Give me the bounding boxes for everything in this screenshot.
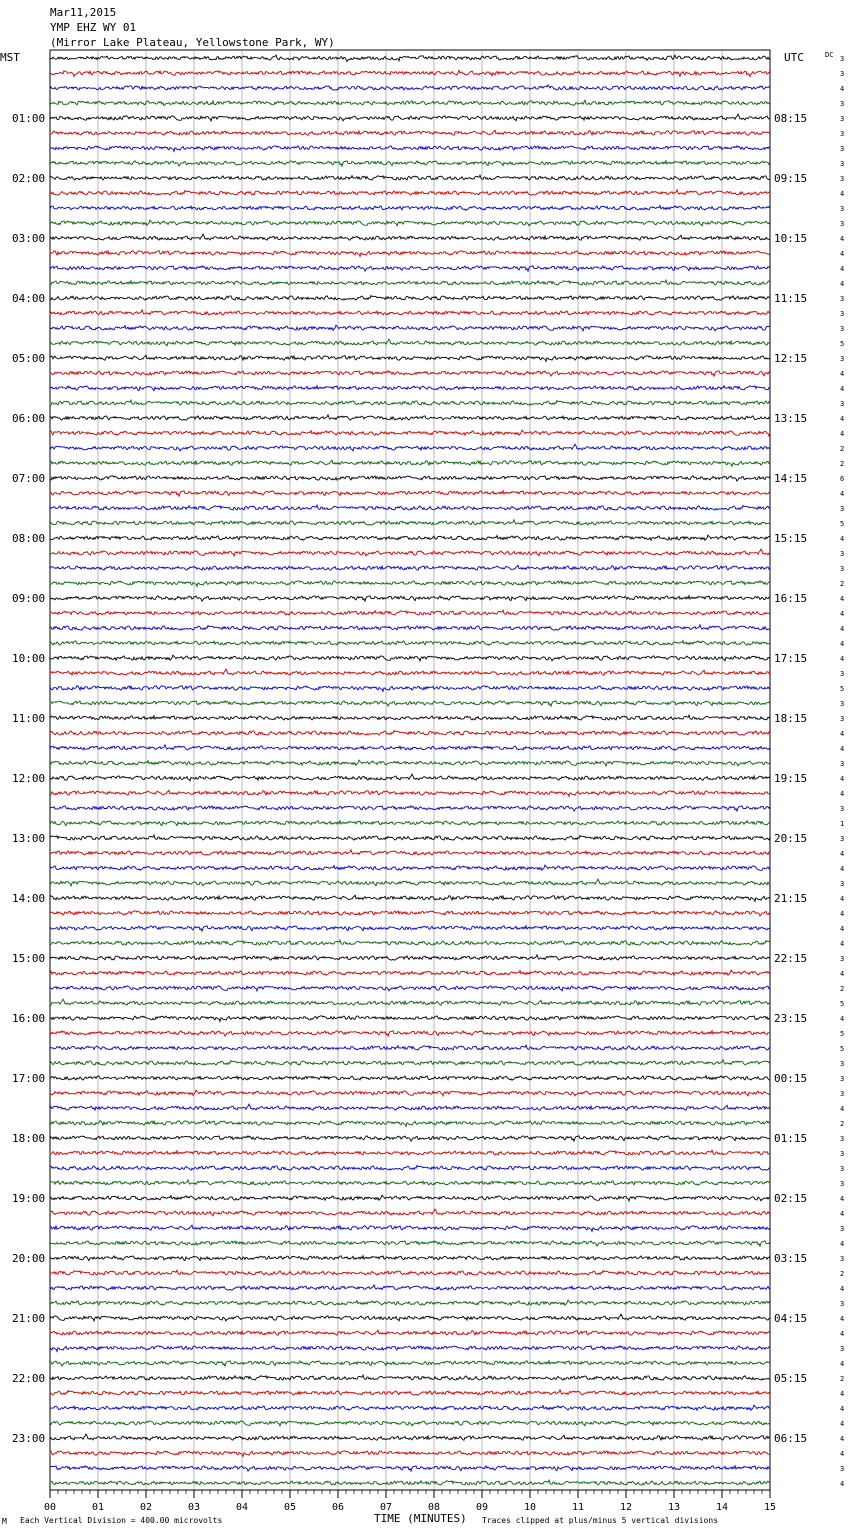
trace-row-4 — [50, 100, 770, 106]
trace-row-47 — [50, 745, 770, 751]
dc-offset-value: 4 — [840, 190, 845, 198]
clip-note: Traces clipped at plus/minus 5 vertical divisions — [482, 1516, 719, 1525]
trace-row-21 — [50, 355, 770, 361]
dc-offset-value: 3 — [840, 145, 845, 153]
x-tick-label: 10 — [523, 1502, 537, 1513]
trace-row-53 — [50, 835, 770, 840]
trace-row-22 — [50, 371, 770, 376]
trace-row-67 — [50, 1045, 770, 1050]
dc-offset-value: 3 — [840, 805, 845, 813]
trace-row-60 — [50, 940, 770, 945]
dc-offset-value: 3 — [840, 295, 845, 303]
dc-offset-value: 4 — [840, 895, 845, 903]
right-hour-label: 05:15 — [774, 1372, 808, 1385]
trace-row-66 — [50, 1031, 770, 1037]
right-hour-label: 14:15 — [774, 472, 808, 485]
right-hour-label: 16:15 — [774, 592, 808, 605]
dc-offset-value: 4 — [840, 730, 845, 738]
trace-row-37 — [50, 596, 770, 602]
dc-offset-value: 3 — [840, 1150, 845, 1158]
dc-offset-value: 3 — [840, 1255, 845, 1263]
dc-offset-value: 2 — [840, 1270, 845, 1278]
dc-offset-value: 4 — [840, 1420, 845, 1428]
dc-offset-value: 3 — [840, 205, 845, 213]
x-tick-label: 05 — [283, 1502, 297, 1513]
dc-offset-value: 3 — [840, 670, 845, 678]
dc-offset-value: 3 — [840, 1465, 845, 1473]
dc-offset-value: 3 — [840, 1090, 845, 1098]
left-timezone-label: MST — [0, 51, 20, 64]
dc-offset-value: 3 — [840, 1135, 845, 1143]
trace-row-38 — [50, 610, 770, 615]
trace-row-32 — [50, 520, 770, 525]
trace-row-93 — [50, 1434, 770, 1440]
dc-offset-value: 2 — [840, 1375, 845, 1383]
dc-offset-value: 4 — [840, 430, 845, 438]
right-hour-label: 02:15 — [774, 1192, 808, 1205]
dc-offset-value: 4 — [840, 790, 845, 798]
right-hour-label: 04:15 — [774, 1312, 808, 1325]
dc-offset-value: 3 — [840, 1180, 845, 1188]
trace-row-58 — [50, 911, 770, 916]
trace-row-56 — [50, 879, 770, 886]
dc-offset-value: 6 — [840, 475, 845, 483]
left-hour-label: 15:00 — [12, 952, 46, 965]
trace-row-48 — [50, 760, 770, 766]
left-hour-label: 04:00 — [12, 292, 46, 305]
dc-offset-value: 4 — [840, 910, 845, 918]
trace-row-61 — [50, 955, 770, 960]
trace-row-95 — [50, 1466, 770, 1472]
trace-row-74 — [50, 1150, 770, 1155]
trace-row-69 — [50, 1076, 770, 1081]
dc-offset-value: 1 — [840, 820, 845, 828]
dc-offset-value: 3 — [840, 1225, 845, 1233]
dc-offset-value: 3 — [840, 400, 845, 408]
trace-row-45 — [50, 715, 770, 720]
trace-row-87 — [50, 1346, 770, 1352]
trace-row-24 — [50, 400, 770, 405]
x-axis — [44, 1490, 776, 1513]
trace-row-79 — [50, 1225, 770, 1231]
dc-offset-value: 3 — [840, 160, 845, 168]
left-hour-label: 23:00 — [12, 1432, 46, 1445]
dc-offset-value: 4 — [840, 970, 845, 978]
x-tick-label: 03 — [187, 1502, 201, 1513]
dc-offset-value: 4 — [840, 775, 845, 783]
x-tick-label: 01 — [91, 1502, 105, 1513]
dc-offset-value: 4 — [840, 1360, 845, 1368]
trace-row-42 — [50, 669, 770, 675]
trace-row-40 — [50, 641, 770, 646]
trace-row-26 — [50, 430, 770, 436]
dc-offset-value: 2 — [840, 580, 845, 588]
corner-mark: M — [2, 1517, 7, 1526]
x-tick-label: 11 — [571, 1502, 585, 1513]
trace-row-49 — [50, 774, 770, 781]
left-hour-labels — [12, 112, 45, 1445]
trace-row-9 — [50, 175, 770, 180]
trace-row-94 — [50, 1451, 770, 1457]
dc-offset-value: 4 — [840, 1390, 845, 1398]
left-hour-label: 06:00 — [12, 412, 46, 425]
left-hour-label: 03:00 — [12, 232, 46, 245]
trace-row-13 — [50, 234, 770, 240]
dc-offset-value: 3 — [840, 715, 845, 723]
header-location: (Mirror Lake Plateau, Yellowstone Park, WY) — [50, 36, 335, 49]
trace-row-31 — [50, 505, 770, 510]
left-hour-label: 07:00 — [12, 472, 46, 485]
dc-offset-value: 4 — [840, 85, 845, 93]
dc-offset-value: 4 — [840, 535, 845, 543]
dc-offset-value: 5 — [840, 1000, 845, 1008]
trace-row-30 — [50, 491, 770, 497]
trace-row-11 — [50, 206, 770, 211]
trace-row-46 — [50, 731, 770, 736]
dc-offset-value: 4 — [840, 265, 845, 273]
trace-row-36 — [50, 581, 770, 587]
trace-row-51 — [50, 806, 770, 811]
dc-offset-value: 5 — [840, 1045, 845, 1053]
trace-row-43 — [50, 686, 770, 692]
dc-offset-value: 4 — [840, 1210, 845, 1218]
left-hour-label: 11:00 — [12, 712, 46, 725]
trace-row-41 — [50, 655, 770, 661]
trace-row-14 — [50, 251, 770, 257]
left-hour-label: 22:00 — [12, 1372, 46, 1385]
dc-offset-value: 3 — [840, 175, 845, 183]
left-hour-label: 01:00 — [12, 112, 46, 125]
trace-row-90 — [50, 1390, 770, 1395]
dc-offset-column — [840, 55, 844, 1488]
trace-row-44 — [50, 701, 770, 706]
dc-offset-value: 4 — [840, 595, 845, 603]
dc-offset-value: 4 — [840, 1480, 845, 1488]
dc-offset-value: 3 — [840, 760, 845, 768]
trace-row-62 — [50, 970, 770, 975]
trace-row-52 — [50, 821, 770, 826]
x-tick-label: 13 — [667, 1502, 681, 1513]
trace-row-72 — [50, 1121, 770, 1127]
trace-row-76 — [50, 1180, 770, 1186]
trace-row-57 — [50, 895, 770, 901]
trace-row-33 — [50, 535, 770, 540]
trace-row-27 — [50, 444, 770, 451]
trace-row-39 — [50, 625, 770, 630]
trace-row-89 — [50, 1375, 770, 1380]
trace-row-50 — [50, 790, 770, 796]
dc-offset-value: 3 — [840, 130, 845, 138]
left-hour-label: 05:00 — [12, 352, 46, 365]
dc-offset-value: 3 — [840, 115, 845, 123]
x-tick-label: 12 — [619, 1502, 633, 1513]
x-tick-label: 07 — [379, 1502, 393, 1513]
x-tick-label: 06 — [331, 1502, 345, 1513]
right-hour-label: 12:15 — [774, 352, 808, 365]
right-timezone-label: UTC — [784, 51, 804, 64]
dc-offset-value: 4 — [840, 1435, 845, 1443]
dc-offset-value: 4 — [840, 1330, 845, 1338]
dc-offset-value: 4 — [840, 1285, 845, 1293]
trace-row-17 — [50, 296, 770, 301]
left-hour-label: 10:00 — [12, 652, 46, 665]
dc-offset-value: 2 — [840, 445, 845, 453]
trace-row-81 — [50, 1256, 770, 1261]
trace-row-73 — [50, 1136, 770, 1141]
trace-row-28 — [50, 460, 770, 466]
left-hour-label: 09:00 — [12, 592, 46, 605]
right-hour-label: 09:15 — [774, 172, 808, 185]
dc-offset-value: 3 — [840, 565, 845, 573]
dc-offset-value: 4 — [840, 415, 845, 423]
trace-row-65 — [50, 1016, 770, 1022]
left-hour-label: 14:00 — [12, 892, 46, 905]
dc-offset-value: 2 — [840, 1120, 845, 1128]
trace-row-35 — [50, 565, 770, 570]
dc-offset-value: 4 — [840, 280, 845, 288]
x-tick-label: 08 — [427, 1502, 441, 1513]
dc-offset-value: 3 — [840, 355, 845, 363]
dc-offset-value: 4 — [840, 745, 845, 753]
right-hour-label: 08:15 — [774, 112, 808, 125]
dc-offset-value: 4 — [840, 1195, 845, 1203]
trace-row-88 — [50, 1361, 770, 1367]
left-hour-label: 12:00 — [12, 772, 46, 785]
trace-row-5 — [50, 114, 770, 121]
dc-offset-value: 3 — [840, 880, 845, 888]
dc-offset-value: 3 — [840, 550, 845, 558]
left-hour-label: 17:00 — [12, 1072, 46, 1085]
right-hour-labels — [774, 112, 807, 1445]
right-hour-label: 21:15 — [774, 892, 808, 905]
dc-offset-value: 3 — [840, 325, 845, 333]
header-date: Mar11,2015 — [50, 6, 117, 19]
dc-offset-value: 5 — [840, 340, 845, 348]
dc-offset-value: 4 — [840, 235, 845, 243]
left-hour-label: 16:00 — [12, 1012, 46, 1025]
trace-row-78 — [50, 1209, 770, 1216]
trace-row-34 — [50, 549, 770, 556]
trace-row-96 — [50, 1480, 770, 1485]
trace-row-18 — [50, 310, 770, 316]
x-tick-label: 14 — [715, 1502, 729, 1513]
right-hour-label: 13:15 — [774, 412, 808, 425]
seismic-traces — [50, 55, 770, 1485]
dc-offset-value: 4 — [840, 865, 845, 873]
trace-row-59 — [50, 926, 770, 932]
right-hour-label: 15:15 — [774, 532, 808, 545]
left-hour-label: 13:00 — [12, 832, 46, 845]
trace-row-10 — [50, 190, 770, 195]
left-hour-label: 18:00 — [12, 1132, 46, 1145]
right-hour-label: 23:15 — [774, 1012, 808, 1025]
trace-row-91 — [50, 1405, 770, 1410]
dc-offset-value: 4 — [840, 250, 845, 258]
dc-offset-value: 3 — [840, 70, 845, 78]
right-hour-label: 06:15 — [774, 1432, 808, 1445]
trace-row-7 — [50, 146, 770, 152]
dc-offset-value: 2 — [840, 985, 845, 993]
scale-note: Each Vertical Division = 400.00 microvolts — [20, 1516, 223, 1525]
dc-offset-value: 5 — [840, 520, 845, 528]
dc-offset-value: 5 — [840, 1030, 845, 1038]
trace-row-75 — [50, 1166, 770, 1171]
dc-offset-value: 3 — [840, 310, 845, 318]
left-hour-label: 02:00 — [12, 172, 46, 185]
left-hour-label: 20:00 — [12, 1252, 46, 1265]
trace-row-15 — [50, 266, 770, 271]
x-axis-title: TIME (MINUTES) — [374, 1512, 467, 1525]
right-hour-label: 22:15 — [774, 952, 808, 965]
right-hour-label: 00:15 — [774, 1072, 808, 1085]
left-hour-label: 21:00 — [12, 1312, 46, 1325]
trace-row-25 — [50, 415, 770, 420]
dc-offset-value: 4 — [840, 640, 845, 648]
dc-offset-value: 4 — [840, 1405, 845, 1413]
trace-row-29 — [50, 476, 770, 481]
trace-row-86 — [50, 1330, 770, 1335]
dc-column-label: DC — [825, 51, 834, 59]
dc-offset-value: 3 — [840, 835, 845, 843]
trace-row-3 — [50, 85, 770, 90]
dc-offset-value: 3 — [840, 700, 845, 708]
trace-row-20 — [50, 339, 770, 346]
dc-offset-value: 3 — [840, 1060, 845, 1068]
dc-offset-value: 4 — [840, 1240, 845, 1248]
dc-offset-value: 4 — [840, 1105, 845, 1113]
trace-row-19 — [50, 325, 770, 331]
right-hour-label: 10:15 — [774, 232, 808, 245]
dc-offset-value: 4 — [840, 655, 845, 663]
trace-row-6 — [50, 130, 770, 135]
dc-offset-value: 4 — [840, 1015, 845, 1023]
trace-row-55 — [50, 865, 770, 870]
dc-offset-value: 3 — [840, 1165, 845, 1173]
trace-row-12 — [50, 220, 770, 226]
dc-offset-value: 3 — [840, 100, 845, 108]
dc-offset-value: 3 — [840, 220, 845, 228]
right-hour-label: 18:15 — [774, 712, 808, 725]
x-tick-label: 09 — [475, 1502, 489, 1513]
x-tick-label: 00 — [43, 1502, 57, 1513]
trace-row-63 — [50, 986, 770, 991]
trace-row-54 — [50, 850, 770, 855]
dc-offset-value: 5 — [840, 685, 845, 693]
header-station: YMP EHZ WY 01 — [50, 21, 137, 34]
right-hour-label: 17:15 — [774, 652, 808, 665]
trace-row-2 — [50, 70, 770, 76]
dc-offset-value: 4 — [840, 610, 845, 618]
x-tick-label: 04 — [235, 1502, 249, 1513]
x-tick-label: 15 — [763, 1502, 777, 1513]
trace-row-23 — [50, 386, 770, 391]
right-hour-label: 20:15 — [774, 832, 808, 845]
dc-offset-value: 2 — [840, 460, 845, 468]
dc-offset-value: 3 — [840, 55, 845, 63]
left-hour-label: 08:00 — [12, 532, 46, 545]
trace-row-80 — [50, 1241, 770, 1246]
trace-row-16 — [50, 280, 770, 285]
trace-row-68 — [50, 1060, 770, 1065]
right-hour-label: 03:15 — [774, 1252, 808, 1265]
trace-row-8 — [50, 161, 770, 167]
trace-row-82 — [50, 1270, 770, 1275]
dc-offset-value: 4 — [840, 370, 845, 378]
dc-offset-value: 4 — [840, 385, 845, 393]
dc-offset-value: 3 — [840, 1300, 845, 1308]
trace-row-85 — [50, 1314, 770, 1321]
right-hour-label: 01:15 — [774, 1132, 808, 1145]
dc-offset-value: 4 — [840, 625, 845, 633]
trace-row-77 — [50, 1195, 770, 1201]
dc-offset-value: 3 — [840, 505, 845, 513]
x-tick-label: 02 — [139, 1502, 153, 1513]
trace-row-64 — [50, 999, 770, 1005]
right-hour-label: 11:15 — [774, 292, 808, 305]
dc-offset-value: 3 — [840, 955, 845, 963]
trace-row-70 — [50, 1090, 770, 1096]
trace-row-92 — [50, 1421, 770, 1426]
dc-offset-value: 4 — [840, 850, 845, 858]
trace-row-1 — [50, 55, 770, 61]
left-hour-label: 19:00 — [12, 1192, 46, 1205]
dc-offset-value: 4 — [840, 1315, 845, 1323]
trace-row-83 — [50, 1285, 770, 1290]
dc-offset-value: 4 — [840, 925, 845, 933]
dc-offset-value: 3 — [840, 1075, 845, 1083]
trace-row-71 — [50, 1104, 770, 1110]
dc-offset-value: 4 — [840, 940, 845, 948]
right-hour-label: 19:15 — [774, 772, 808, 785]
trace-row-84 — [50, 1300, 770, 1305]
dc-offset-value: 3 — [840, 1345, 845, 1353]
dc-offset-value: 4 — [840, 490, 845, 498]
dc-offset-value: 4 — [840, 1450, 845, 1458]
